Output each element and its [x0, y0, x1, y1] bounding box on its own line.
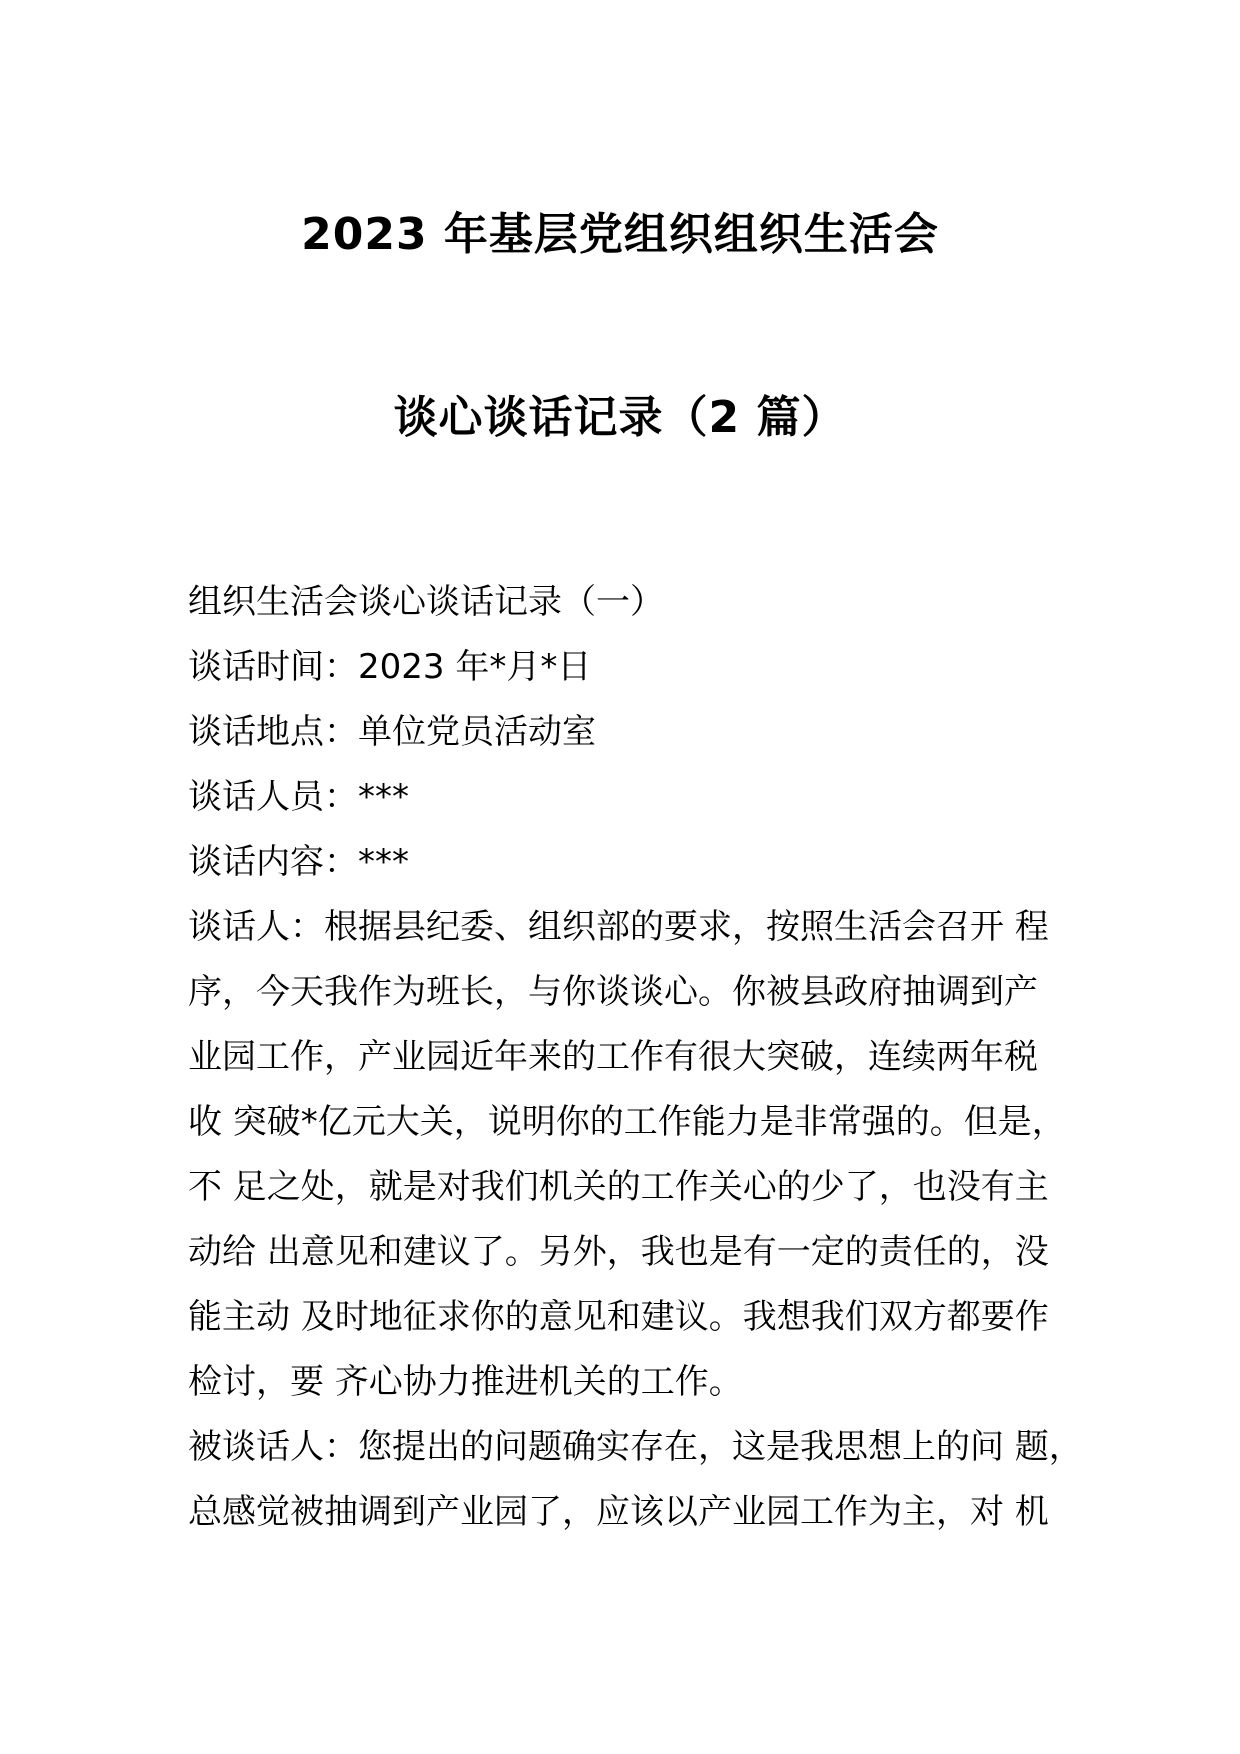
section-heading: 组织生活会谈心谈话记录（一） [188, 582, 664, 622]
paragraph-line: 收 突破*亿元大关，说明你的工作能力是非常强的。但是， [188, 1102, 1066, 1142]
meeting-time: 谈话时间：2023 年*月*日 [188, 647, 592, 687]
document-title-line-2: 谈心谈话记录（2 篇） [393, 392, 847, 443]
paragraph-line: 谈话人：根据县纪委、组织部的要求，按照生活会召开 程 [188, 907, 1049, 947]
meeting-location: 谈话地点：单位党员活动室 [188, 712, 596, 752]
paragraph-line: 动给 出意见和建议了。另外，我也是有一定的责任的，没 [188, 1232, 1049, 1272]
paragraph-line: 业园工作，产业园近年来的工作有很大突破，连续两年税 [188, 1037, 1038, 1077]
document-body [188, 570, 1088, 1545]
meeting-content: 谈话内容：*** [188, 842, 409, 882]
paragraph-line: 检讨，要 齐心协力推进机关的工作。 [188, 1362, 743, 1402]
paragraph-line: 不 足之处，就是对我们机关的工作关心的少了，也没有主 [188, 1167, 1049, 1207]
meeting-participants: 谈话人员：*** [188, 777, 409, 817]
paragraph-line: 序，今天我作为班长，与你谈谈心。你被县政府抽调到产 [188, 972, 1038, 1012]
document-title-line-1: 2023 年基层党组织组织生活会 [301, 209, 939, 260]
paragraph-line: 能主动 及时地征求你的意见和建议。我想我们双方都要作 [188, 1297, 1049, 1337]
paragraph-line: 总感觉被抽调到产业园了，应该以产业园工作为主，对 机 [188, 1492, 1049, 1532]
paragraph-line: 被谈话人：您提出的问题确实存在，这是我思想上的问 题， [188, 1427, 1083, 1467]
